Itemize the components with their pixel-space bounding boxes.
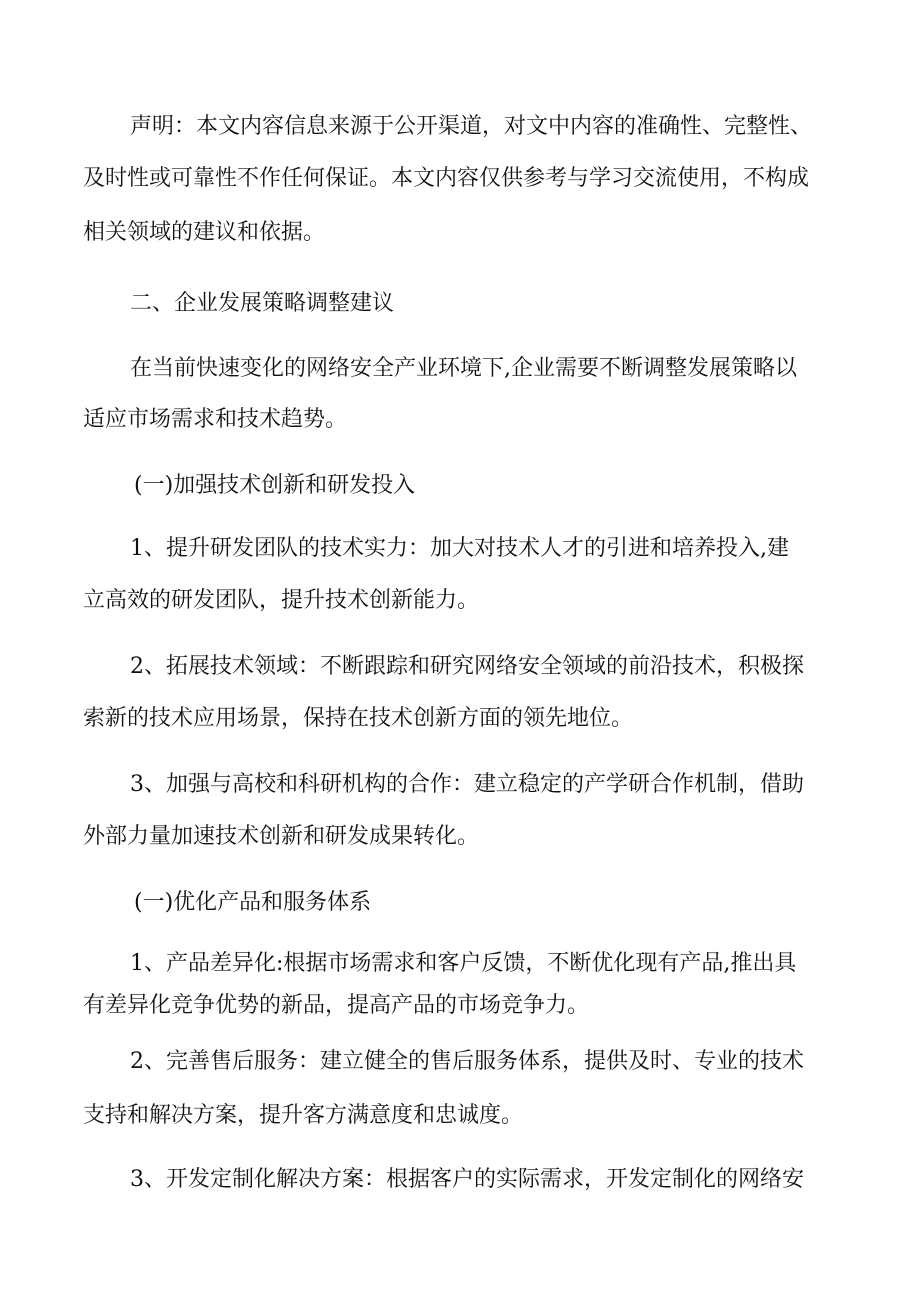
intro-line-1: 在当前快速变化的网络安全产业环境下,企业需要不断调整发展策略以	[130, 356, 797, 381]
item-6-line-1: 3、开发定制化解决方案：根据客户的实际需求，开发定制化的网络安	[130, 1167, 804, 1192]
intro-line-2: 适应市场需求和技术趋势。	[83, 407, 348, 432]
section-heading: 二、企业发展策略调整建议	[130, 291, 395, 316]
disclaimer-line-3: 相关领域的建议和依据。	[83, 220, 326, 245]
item-4-line-1: 1、产品差异化:根据市场需求和客户反馈，不断优化现有产品,推出具	[130, 951, 797, 976]
item-5-line-2: 支持和解决方案，提升客方满意度和忠诚度。	[83, 1103, 524, 1128]
item-2-line-1: 2、拓展技术领域：不断跟踪和研究网络安全领域的前沿技术，积极探	[130, 654, 804, 679]
item-5-line-1: 2、完善售后服务：建立健全的售后服务体系，提供及时、专业的技术	[130, 1049, 804, 1074]
item-1-line-1: 1、提升研发团队的技术实力：加大对技术人才的引进和培养投入,建	[130, 536, 789, 561]
item-2-line-2: 索新的技术应用场景，保持在技术创新方面的领先地位。	[83, 706, 634, 731]
subsection-heading-2: (一)优化产品和服务体系	[134, 890, 372, 915]
subsection-heading-1: (一)加强技术创新和研发投入	[134, 473, 416, 498]
disclaimer-line-2: 及时性或可靠性不作任何保证。本文内容仅供参考与学习交流使用，不构成	[83, 166, 810, 191]
item-1-line-2: 立高效的研发团队，提升技术创新能力。	[83, 588, 480, 613]
item-4-line-2: 有差异化竞争优势的新品，提高产品的市场竞争力。	[83, 993, 590, 1018]
item-3-line-1: 3、加强与高校和科研机构的合作：建立稳定的产学研合作机制，借助	[130, 772, 804, 797]
disclaimer-line-1: 声明：本文内容信息来源于公开渠道，对文中内容的准确性、完整性、	[130, 114, 813, 139]
item-3-line-2: 外部力量加速技术创新和研发成果转化。	[83, 824, 480, 849]
